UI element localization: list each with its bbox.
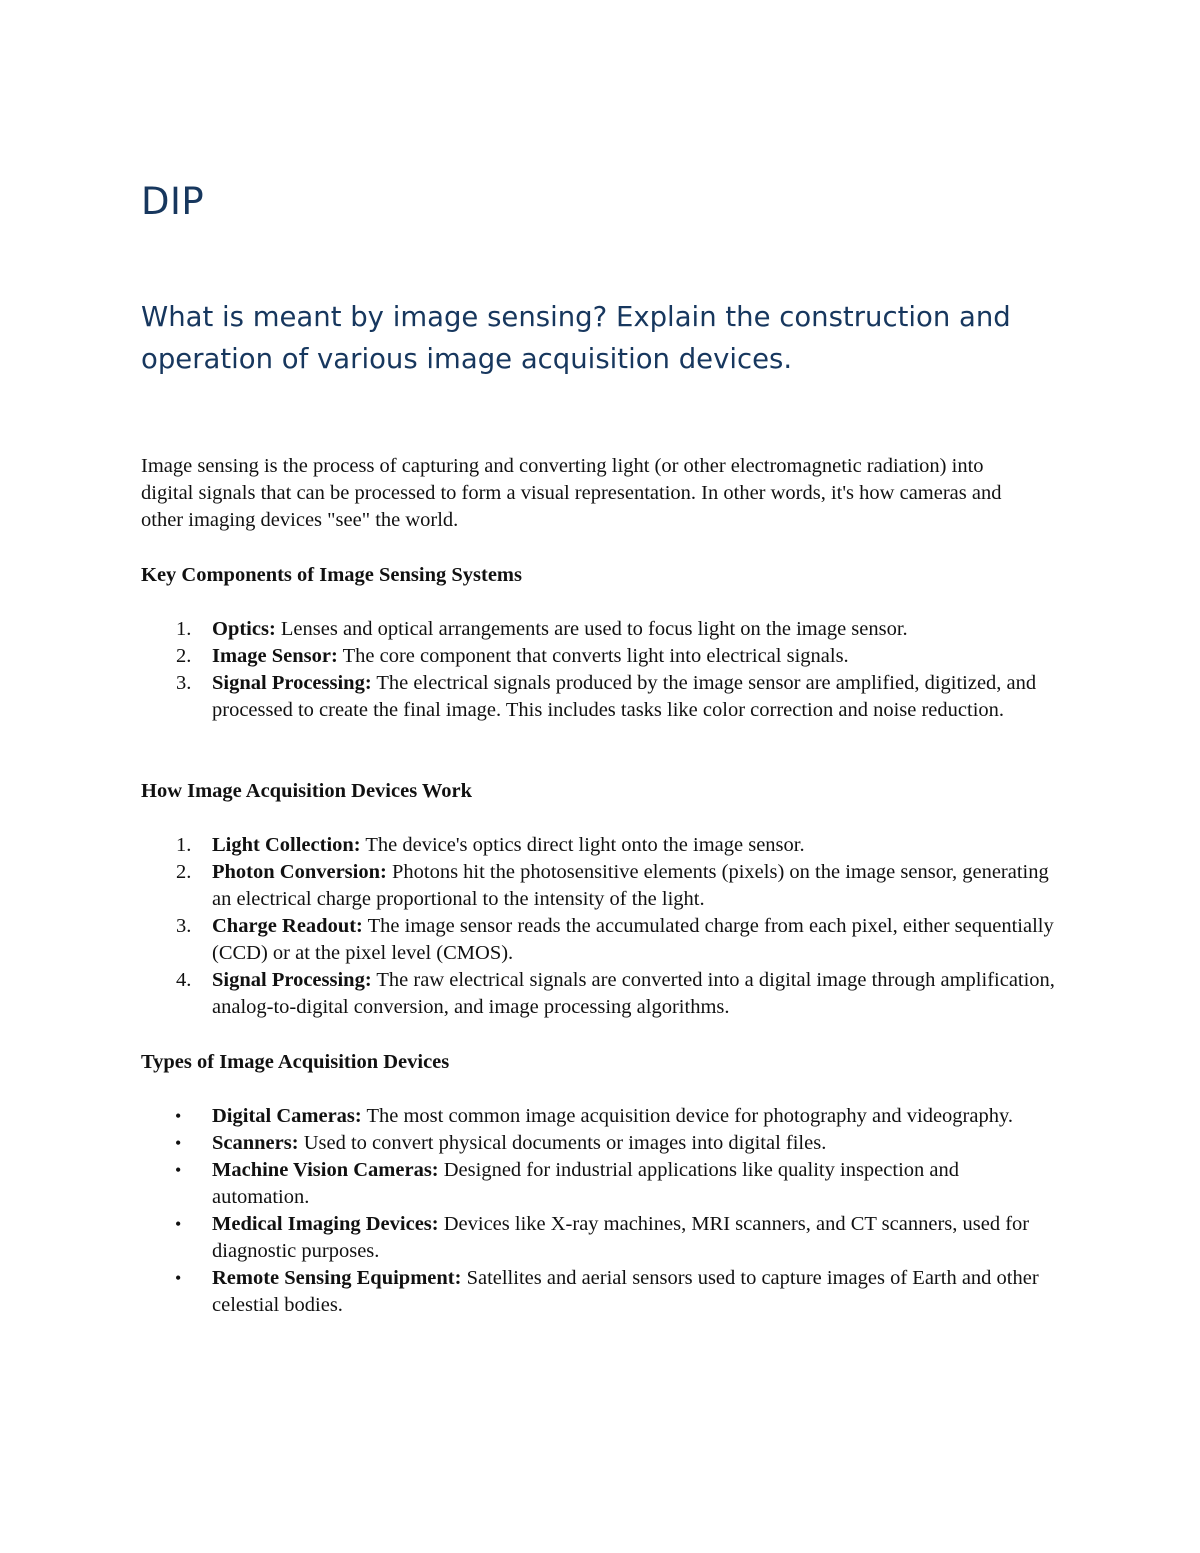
- document-content: [141, 176, 1056, 1316]
- intro-paragraph: Image sensing is the process of capturing and converting light (or other electromagnetic radiation) into digital signals that can be processed to form a visual representation. In other words, it's how cameras and other imaging devices "see" the world.: [141, 455, 1002, 531]
- list-item-text: Satellites and aerial sensors used to capture images of Earth and other celestial bodies.: [212, 1267, 1039, 1316]
- how-devices-work-list: [141, 832, 1056, 1021]
- list-item-term: Optics:: [212, 618, 276, 640]
- list-item-text: The device's optics direct light onto the image sensor.: [360, 834, 805, 856]
- list-number: 1.: [176, 834, 192, 856]
- list-item-term: Charge Readout:: [212, 915, 363, 937]
- list-number: 3.: [176, 672, 192, 694]
- list-item-text: The core component that converts light into electrical signals.: [337, 645, 849, 667]
- list-number: 1.: [176, 618, 192, 640]
- list-item-text: The most common image acquisition device for photography and videography.: [361, 1105, 1014, 1127]
- list-item-term: Medical Imaging Devices:: [212, 1213, 439, 1235]
- device-types-list: [141, 1103, 1056, 1319]
- list-item-term: Image Sensor:: [212, 645, 338, 667]
- list-item: [141, 913, 1056, 967]
- list-item-term: Light Collection:: [212, 834, 361, 856]
- list-item: [141, 1103, 1056, 1130]
- list-item: [141, 1157, 1056, 1211]
- list-item: [141, 832, 1056, 859]
- list-item-term: Digital Cameras:: [212, 1105, 362, 1127]
- list-item: [141, 1211, 1056, 1265]
- list-item: [141, 1130, 1056, 1157]
- bullet-icon: •: [175, 1160, 182, 1180]
- list-item: [141, 670, 1056, 724]
- list-item-text: Photons hit the photosensitive elements (pixels) on the image sensor, generating an electrical charge proportional to the intensity of the light.: [212, 861, 1049, 910]
- list-item: [141, 859, 1056, 913]
- question-heading: What is meant by image sensing? Explain the construction and operation of various image acquisition devices.: [141, 301, 1011, 375]
- list-item-text: The image sensor reads the accumulated charge from each pixel, either sequentially (CCD) or at the pixel level (CMOS).: [212, 915, 1054, 964]
- key-components-list: [141, 616, 1056, 724]
- section-title-how-devices-work: How Image Acquisition Devices Work: [141, 780, 473, 802]
- list-number: 2.: [176, 645, 192, 667]
- list-item-text: Lenses and optical arrangements are used to focus light on the image sensor.: [275, 618, 908, 640]
- section-title-device-types: Types of Image Acquisition Devices: [141, 1051, 450, 1073]
- list-item: [141, 1265, 1056, 1319]
- list-item: [141, 643, 1056, 670]
- list-item-text: The raw electrical signals are converted into a digital image through amplification, analog-to-digital conversion, and image processing algorithms.: [212, 969, 1055, 1018]
- document-title: DIP: [141, 180, 205, 223]
- list-number: 2.: [176, 861, 192, 883]
- bullet-icon: •: [175, 1268, 182, 1288]
- bullet-icon: •: [175, 1133, 182, 1153]
- list-item-text: Used to convert physical documents or images into digital files.: [298, 1132, 827, 1154]
- list-item-term: Scanners:: [212, 1132, 299, 1154]
- list-item-term: Remote Sensing Equipment:: [212, 1267, 462, 1289]
- list-item-term: Signal Processing:: [212, 969, 372, 991]
- list-item-term: Machine Vision Cameras:: [212, 1159, 439, 1181]
- list-item: [141, 967, 1056, 1021]
- list-item-text: The electrical signals produced by the image sensor are amplified, digitized, and processed to create the final image. This includes tasks like color correction and noise reduction.: [212, 672, 1037, 721]
- list-item: [141, 616, 1056, 643]
- list-item-term: Signal Processing:: [212, 672, 372, 694]
- bullet-icon: •: [175, 1214, 182, 1234]
- list-number: 4.: [176, 969, 192, 991]
- list-number: 3.: [176, 915, 192, 937]
- list-item-term: Photon Conversion:: [212, 861, 387, 883]
- list-item-text: Devices like X-ray machines, MRI scanners, and CT scanners, used for diagnostic purposes.: [212, 1213, 1030, 1262]
- list-item-text: Designed for industrial applications like quality inspection and automation.: [212, 1159, 959, 1208]
- section-title-key-components: Key Components of Image Sensing Systems: [141, 564, 522, 586]
- bullet-icon: •: [175, 1106, 182, 1126]
